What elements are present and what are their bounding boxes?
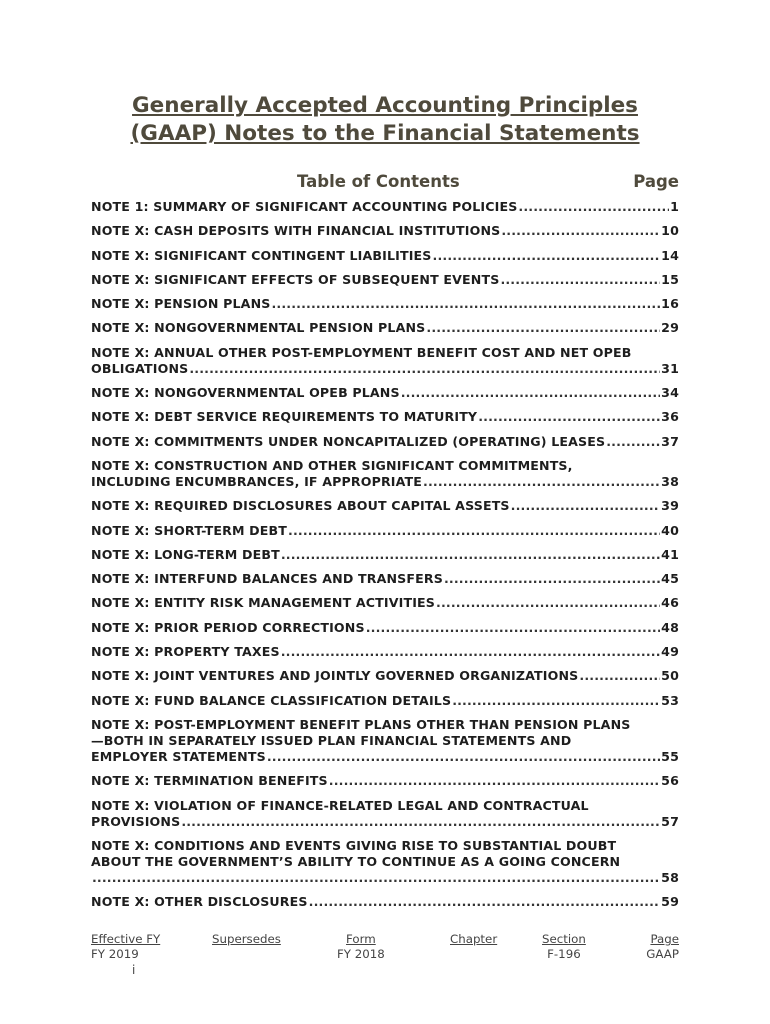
toc-entry-page: 16	[661, 296, 679, 312]
toc-entry	[91, 523, 679, 539]
dot-leader	[444, 571, 660, 587]
toc-entry-title: PROVISIONS	[91, 813, 181, 829]
dot-leader	[181, 814, 660, 830]
toc-entry	[91, 571, 679, 587]
toc-entry	[91, 717, 679, 765]
toc-entry-title: NOTE X: FUND BALANCE CLASSIFICATION DETAILS	[91, 692, 452, 708]
toc-entry-line	[91, 644, 679, 660]
toc-entry-title: NOTE 1: SUMMARY OF SIGNIFICANT ACCOUNTING POLICIES	[91, 199, 518, 214]
toc-entry	[91, 838, 679, 886]
toc-entry-text: —BOTH IN SEPARATELY ISSUED PLAN FINANCIAL STATEMENTS AND	[91, 732, 572, 748]
toc-entry	[91, 644, 679, 660]
toc-entry-page: 40	[661, 522, 679, 538]
toc-entry-title: NOTE X: SIGNIFICANT CONTINGENT LIABILITIES	[91, 247, 432, 263]
toc-entry	[91, 296, 679, 312]
toc-entry-title: NOTE X: SHORT-TERM DEBT	[91, 522, 288, 538]
dot-leader	[267, 749, 660, 765]
toc-entry-page: 34	[661, 385, 679, 401]
toc-entry	[91, 199, 679, 215]
toc-entry-text: NOTE X: CONDITIONS AND EVENTS GIVING RISE TO SUBSTANTIAL DOUBT	[91, 837, 617, 853]
toc-entry-line	[91, 749, 679, 765]
footer-effective-value: FY 2019	[91, 947, 139, 961]
toc-entry-line	[91, 547, 679, 563]
toc-entry-title: INCLUDING ENCUMBRANCES, IF APPROPRIATE	[91, 473, 423, 489]
toc-entry-line	[91, 571, 679, 587]
toc-entries	[91, 199, 679, 918]
toc-entry-page: 15	[661, 271, 679, 287]
toc-entry-line	[91, 870, 679, 886]
toc-entry-page: 29	[661, 320, 679, 336]
toc-entry-title: NOTE X: NONGOVERNMENTAL PENSION PLANS	[91, 320, 426, 336]
toc-entry-line	[91, 474, 679, 490]
toc-entry-line	[91, 272, 679, 288]
toc-entry-title: NOTE X: REQUIRED DISCLOSURES ABOUT CAPITAL ASSETS	[91, 498, 510, 514]
toc-entry-line	[91, 296, 679, 312]
document-title	[0, 92, 770, 148]
toc-entry-line	[91, 248, 679, 264]
toc-entry-page: 31	[661, 360, 679, 376]
toc-entry	[91, 272, 679, 288]
toc-entry-text: NOTE X: POST-EMPLOYMENT BENEFIT PLANS OTHER THAN PENSION PLANS	[91, 716, 631, 732]
dot-leader	[281, 644, 660, 660]
toc-entry-title: NOTE X: PROPERTY TAXES	[91, 644, 280, 660]
toc-entry-line	[91, 668, 679, 684]
toc-entry-title: NOTE X: ENTITY RISK MANAGEMENT ACTIVITIES	[91, 595, 436, 611]
footer-effective-label: Effective FY	[91, 932, 161, 946]
toc-entry	[91, 773, 679, 789]
toc-entry-page: 48	[661, 619, 679, 635]
toc-entry-page: 49	[661, 644, 679, 660]
toc-entry-page: 39	[661, 498, 679, 514]
toc-entry-line	[91, 773, 679, 789]
toc-entry-title: OBLIGATIONS	[91, 360, 189, 376]
toc-page-heading: Page	[633, 172, 679, 191]
toc-entry-line	[91, 385, 679, 401]
footer-form	[337, 932, 385, 962]
toc-entry-title: NOTE X: PRIOR PERIOD CORRECTIONS	[91, 619, 365, 635]
dot-leader	[366, 620, 660, 636]
toc-entry	[91, 668, 679, 684]
toc-entry	[91, 498, 679, 514]
toc-entry-line	[91, 894, 679, 910]
footer-chapter-label: Chapter	[450, 932, 498, 946]
dot-leader	[426, 320, 660, 336]
toc-entry-title: NOTE X: COMMITMENTS UNDER NONCAPITALIZED (OPERATING) LEASES	[91, 433, 606, 449]
title-line-1: Generally Accepted Accounting Principles	[132, 93, 638, 118]
toc-entry-text: NOTE X: ANNUAL OTHER POST-EMPLOYMENT BENEFIT COST AND NET OPEB	[91, 344, 632, 360]
toc-entry-page: 37	[661, 433, 679, 449]
dot-leader	[433, 248, 661, 264]
dot-leader	[271, 296, 660, 312]
toc-entry	[91, 798, 679, 830]
title-line-2: (GAAP) Notes to the Financial Statements	[130, 121, 640, 146]
toc-entry-title: EMPLOYER STATEMENTS	[91, 748, 266, 764]
footer-form-label: Form	[346, 932, 376, 946]
toc-entry	[91, 409, 679, 425]
toc-entry-line	[91, 320, 679, 336]
dot-leader	[281, 547, 660, 563]
footer-page	[646, 932, 679, 962]
toc-entry	[91, 434, 679, 450]
dot-leader	[288, 523, 660, 539]
toc-entry	[91, 595, 679, 611]
footer-section-value: F-196	[547, 947, 581, 961]
toc-entry-line	[91, 434, 679, 450]
toc-heading: Table of Contents	[297, 172, 460, 191]
dot-leader	[436, 595, 660, 611]
dot-leader	[606, 434, 660, 450]
toc-entry-page: 56	[661, 773, 679, 789]
toc-entry-page: 59	[661, 894, 679, 910]
dot-leader	[92, 870, 660, 886]
toc-entry-text: ABOUT THE GOVERNMENT’S ABILITY TO CONTINUE AS A GOING CONCERN	[91, 853, 621, 869]
footer-effective	[91, 932, 160, 962]
footer-page-value: GAAP	[646, 947, 679, 961]
footer-page-label: Page	[650, 932, 679, 946]
toc-entry-title: NOTE X: JOINT VENTURES AND JOINTLY GOVERNED ORGANIZATIONS	[91, 668, 579, 684]
footer-section	[542, 932, 586, 962]
toc-entry-page: 53	[661, 692, 679, 708]
footer-chapter	[450, 932, 497, 947]
toc-entry-page: 10	[661, 223, 679, 239]
toc-entry-title: NOTE X: TERMINATION BENEFITS	[91, 773, 328, 789]
toc-entry-line	[91, 595, 679, 611]
toc-entry	[91, 693, 679, 709]
footer-supersedes	[212, 932, 281, 947]
toc-entry-title: NOTE X: NONGOVERNMENTAL OPEB PLANS	[91, 385, 400, 401]
toc-entry-title: NOTE X: OTHER DISCLOSURES	[91, 894, 308, 910]
footer-form-value: FY 2018	[337, 947, 385, 961]
toc-entry-line	[91, 814, 679, 830]
toc-entry-page: 14	[661, 247, 679, 263]
toc-entry-page: 1	[670, 199, 679, 214]
toc-entry-text: NOTE X: VIOLATION OF FINANCE-RELATED LEGAL AND CONTRACTUAL	[91, 797, 589, 813]
toc-entry	[91, 458, 679, 490]
toc-entry-text: NOTE X: CONSTRUCTION AND OTHER SIGNIFICANT COMMITMENTS,	[91, 457, 573, 473]
dot-leader	[452, 693, 660, 709]
toc-header	[0, 172, 770, 194]
toc-entry	[91, 385, 679, 401]
toc-entry-line	[91, 409, 679, 425]
toc-entry	[91, 620, 679, 636]
toc-entry-page: 41	[661, 546, 679, 562]
toc-entry-page: 36	[661, 409, 679, 425]
toc-entry	[91, 894, 679, 910]
toc-entry	[91, 248, 679, 264]
dot-leader	[500, 272, 660, 288]
toc-entry-line	[91, 223, 679, 239]
toc-entry-title: NOTE X: PENSION PLANS	[91, 296, 271, 312]
dot-leader	[329, 773, 660, 789]
dot-leader	[478, 409, 660, 425]
toc-entry-title: NOTE X: CASH DEPOSITS WITH FINANCIAL INSTITUTIONS	[91, 223, 501, 239]
toc-entry-page: 58	[661, 869, 679, 885]
dot-leader	[189, 361, 660, 377]
toc-entry-page: 50	[661, 668, 679, 684]
toc-entry-page: 38	[661, 473, 679, 489]
toc-entry	[91, 345, 679, 377]
dot-leader	[401, 385, 660, 401]
toc-entry-title: NOTE X: SIGNIFICANT EFFECTS OF SUBSEQUENT EVENTS	[91, 271, 500, 287]
dot-leader	[423, 474, 660, 490]
toc-entry-page: 46	[661, 595, 679, 611]
toc-entry-line	[91, 199, 679, 215]
toc-entry	[91, 320, 679, 336]
toc-entry-page: 55	[661, 748, 679, 764]
toc-entry-title: NOTE X: LONG-TERM DEBT	[91, 546, 280, 562]
dot-leader	[501, 223, 660, 239]
toc-entry	[91, 547, 679, 563]
toc-entry-page: 45	[661, 571, 679, 587]
toc-entry-line	[91, 620, 679, 636]
dot-leader	[511, 498, 661, 514]
dot-leader	[309, 894, 661, 910]
footer-supersedes-label: Supersedes	[212, 932, 281, 946]
toc-entry-page: 57	[661, 813, 679, 829]
toc-entry-line	[91, 498, 679, 514]
footer-section-label: Section	[542, 932, 586, 946]
page-number: i	[132, 963, 136, 977]
toc-entry	[91, 223, 679, 239]
toc-entry-line	[91, 523, 679, 539]
toc-entry-line	[91, 693, 679, 709]
toc-entry-line	[91, 361, 679, 377]
dot-leader	[518, 199, 669, 215]
toc-entry-title: NOTE X: DEBT SERVICE REQUIREMENTS TO MATURITY	[91, 409, 478, 425]
toc-entry-title: NOTE X: INTERFUND BALANCES AND TRANSFERS	[91, 571, 443, 587]
dot-leader	[579, 668, 660, 684]
